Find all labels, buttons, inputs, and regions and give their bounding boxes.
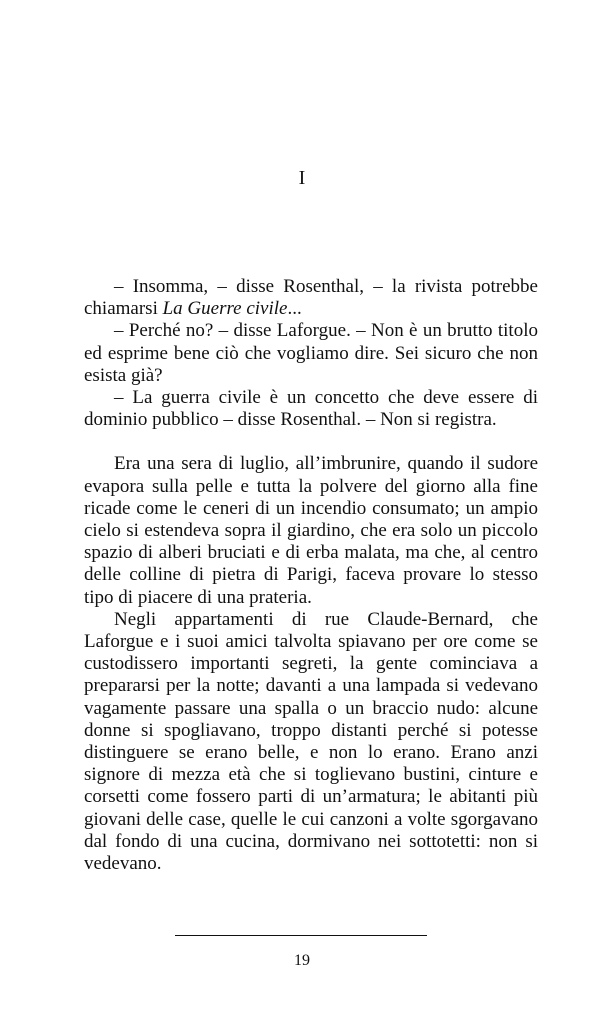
paragraph	[84, 320, 538, 387]
paragraph-text: Era una sera di luglio, all’imbrunire, quando il sudore evapora sulla pelle e tutta la polvere del giorno alla fine ricade come le ceneri di un incendio consumato; un ampio cielo si estendeva sopra il giardino, che era solo un piccolo spazio di alberi bruciati e di erba malata, ma che, al centro delle colline di pietra di Parigi, faceva provare lo stesso tipo di piacere di una prateria.	[84, 453, 538, 608]
paragraph	[84, 276, 538, 320]
magazine-title: La Guerre civile	[162, 298, 288, 320]
paragraph-text: ...	[287, 298, 302, 320]
footer-divider	[175, 935, 427, 936]
paragraph	[84, 453, 538, 608]
paragraph	[84, 387, 538, 431]
body-text	[84, 276, 538, 875]
paragraph-text: – Insomma, – disse Rosenthal, – la rivista potrebbe chiamarsi	[84, 276, 538, 320]
paragraph	[84, 609, 538, 875]
paragraph-text: – Perché no? – disse Laforgue. – Non è un brutto titolo ed esprime bene ciò che vogliamo dire. Sei sicuro che non esista già?	[84, 320, 538, 386]
chapter-heading: I	[298, 167, 306, 189]
paragraph-text: Negli appartamenti di rue Claude-Bernard, che Laforgue e i suoi amici talvolta spiavano per ore come se custodissero importanti segreti, la gente cominciava a prepararsi per la notte; davanti a una lampada si vedevano vagamente passare una spalla o un braccio nudo: alcune donne si spogliavano, troppo distanti perché si potesse distinguere se erano belle, e non lo erano. Erano anzi signore di mezza età che si toglievano bustini, cinture e corsetti come fossero parti di un’armatura; le abitanti più giovani delle case, quelle le cui canzoni a volte sgorgavano dal fondo di una cucina, dormivano nei sottotetti: non si vedevano.	[84, 608, 538, 875]
paragraph-text: – La guerra civile è un concetto che deve essere di dominio pubblico – disse Rosenthal. – Non si registra.	[84, 387, 538, 431]
page-number: 19	[294, 952, 310, 969]
